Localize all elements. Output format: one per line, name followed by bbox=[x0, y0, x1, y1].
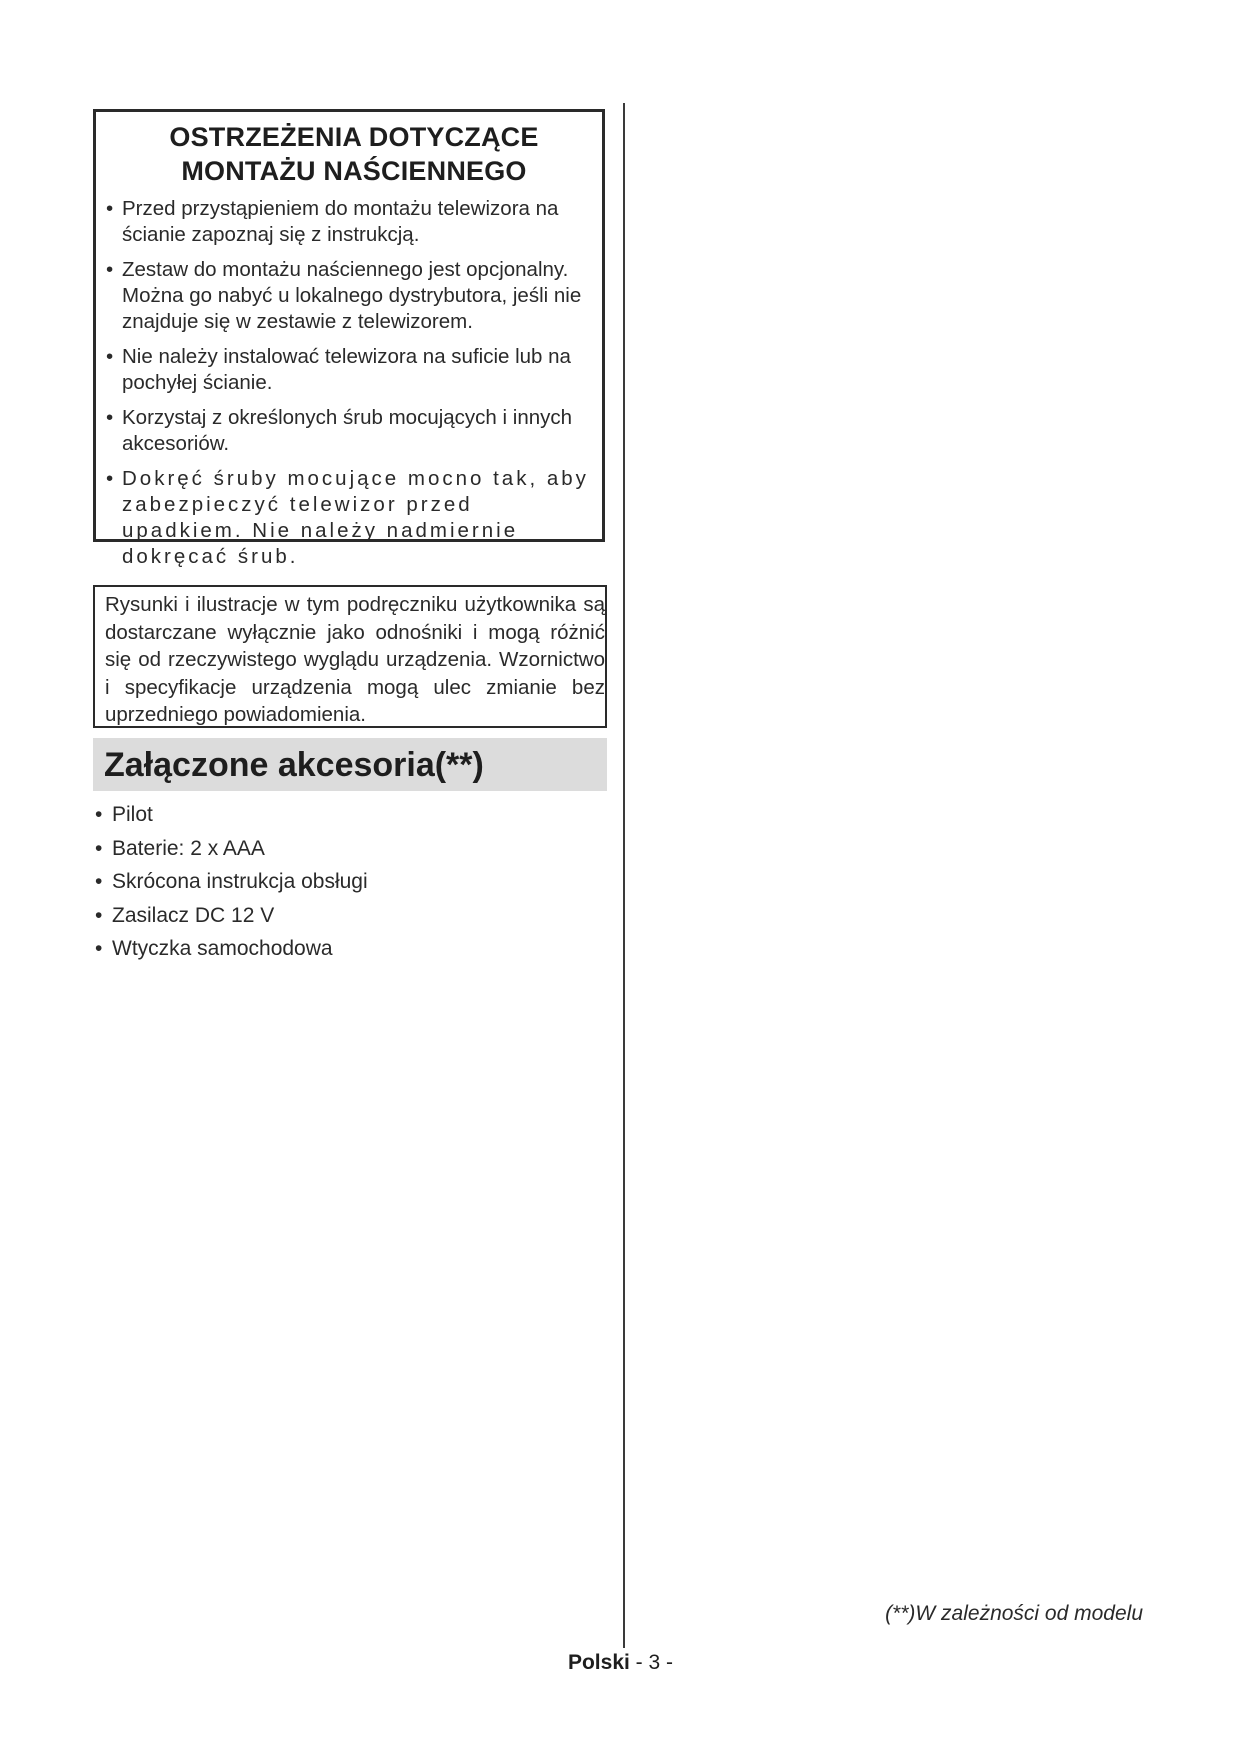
accessories-heading-bar bbox=[93, 738, 607, 791]
warning-item: • Przed przystąpieniem do montażu telewizora na ścianie zapoznaj się z instrukcją. bbox=[106, 196, 602, 248]
column-divider bbox=[623, 103, 625, 1648]
warning-title-line-2: MONTAŻU NAŚCIENNEGO bbox=[181, 156, 527, 186]
warning-title bbox=[106, 120, 602, 188]
warning-item: • Zestaw do montażu naściennego jest opcjonalny. Można go nabyć u lokalnego dystrybutora, jeśli nie znajduje się w zestawie z telewizorem. bbox=[106, 257, 602, 335]
page-footer bbox=[0, 1651, 1241, 1675]
accessories-heading: Załączone akcesoria(**) bbox=[104, 746, 484, 784]
footer-page-number: - 3 - bbox=[629, 1651, 674, 1674]
warning-title-line-1: OSTRZEŻENIA DOTYCZĄCE bbox=[169, 122, 539, 152]
accessory-item: • Baterie: 2 x AAA bbox=[93, 836, 368, 862]
accessory-item: • Skrócona instrukcja obsługi bbox=[93, 869, 368, 895]
illustration-disclaimer-box bbox=[93, 585, 607, 728]
accessory-item: • Pilot bbox=[93, 802, 368, 828]
accessory-item: • Zasilacz DC 12 V bbox=[93, 903, 368, 929]
footer-language: Polski bbox=[567, 1651, 630, 1674]
model-footnote: (**)W zależności od modelu bbox=[885, 1602, 1143, 1625]
accessories-list bbox=[93, 802, 368, 970]
warning-list bbox=[106, 196, 602, 570]
warning-item: • Nie należy instalować telewizora na suficie lub na pochyłej ścianie. bbox=[106, 344, 602, 396]
disclaimer-text: Rysunki i ilustracje w tym podręczniku użytkownika są dostarczane wyłącznie jako odnośniki i mogą różnić się od rzeczywistego wyglądu urządzenia. Wzornictwo i specyfikacje urządzenia mogą ulec zmianie bez uprzedniego powiadomienia. bbox=[105, 593, 605, 726]
warning-item: • Dokręć śruby mocujące mocno tak, aby zabezpieczyć telewizor przed upadkiem. Nie należy nadmiernie dokręcać śrub. bbox=[106, 466, 602, 570]
warning-item: • Korzystaj z określonych śrub mocujących i innych akcesoriów. bbox=[106, 405, 602, 457]
wall-mount-warning-box bbox=[93, 109, 605, 568]
accessory-item: • Wtyczka samochodowa bbox=[93, 936, 368, 962]
